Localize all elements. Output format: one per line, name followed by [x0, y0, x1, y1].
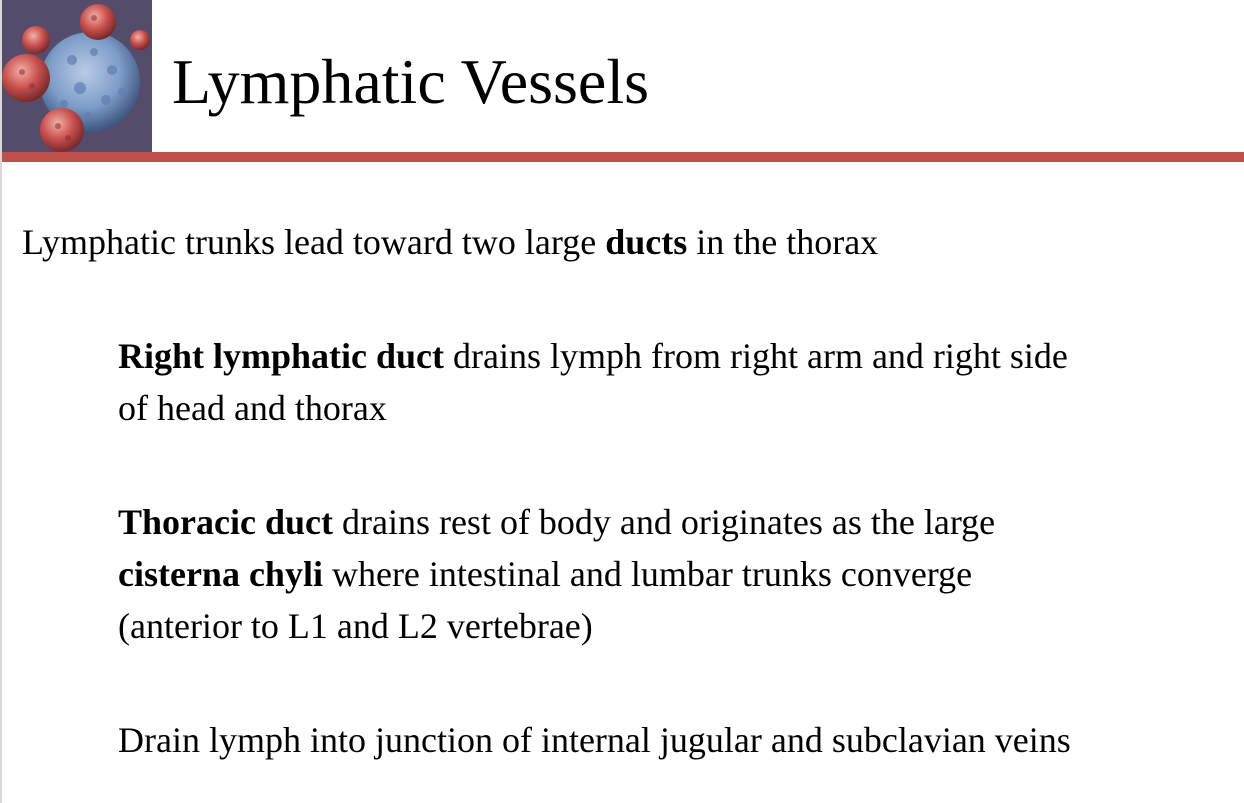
right-duct-line-2: of head and thorax — [118, 388, 387, 428]
drain-paragraph: Drain lymph into junction of internal jugular and subclavian veins — [118, 720, 1071, 760]
intro-paragraph — [22, 216, 878, 268]
thoracic-duct-paragraph — [118, 496, 995, 652]
slide-title: Lymphatic Vessels — [172, 46, 649, 117]
intro-bold-term: ducts — [605, 222, 688, 262]
intro-text: Lymphatic trunks lead toward two large — [22, 222, 606, 262]
thoracic-duct-line-2-text: where intestinal and lumbar trunks converge — [322, 554, 973, 594]
thoracic-duct-line-2 — [118, 548, 995, 600]
title-divider — [2, 152, 1244, 162]
cisterna-chyli-term: cisterna chyli — [118, 554, 323, 594]
thoracic-duct-line-1 — [118, 496, 995, 548]
thoracic-duct-line-3: (anterior to L1 and L2 vertebrae) — [118, 606, 593, 646]
lymphocyte-micrograph-icon — [2, 0, 152, 156]
right-duct-term: Right lymphatic duct — [118, 336, 445, 376]
thoracic-duct-term: Thoracic duct — [118, 502, 333, 542]
intro-text-end: in the thorax — [687, 222, 879, 262]
thoracic-duct-line-1-text: drains rest of body and originates as the large — [332, 502, 996, 542]
right-duct-line-1 — [118, 330, 1068, 382]
right-lymphatic-duct-paragraph — [118, 330, 1068, 434]
right-duct-line-1-text: drains lymph from right arm and right side — [444, 336, 1068, 376]
